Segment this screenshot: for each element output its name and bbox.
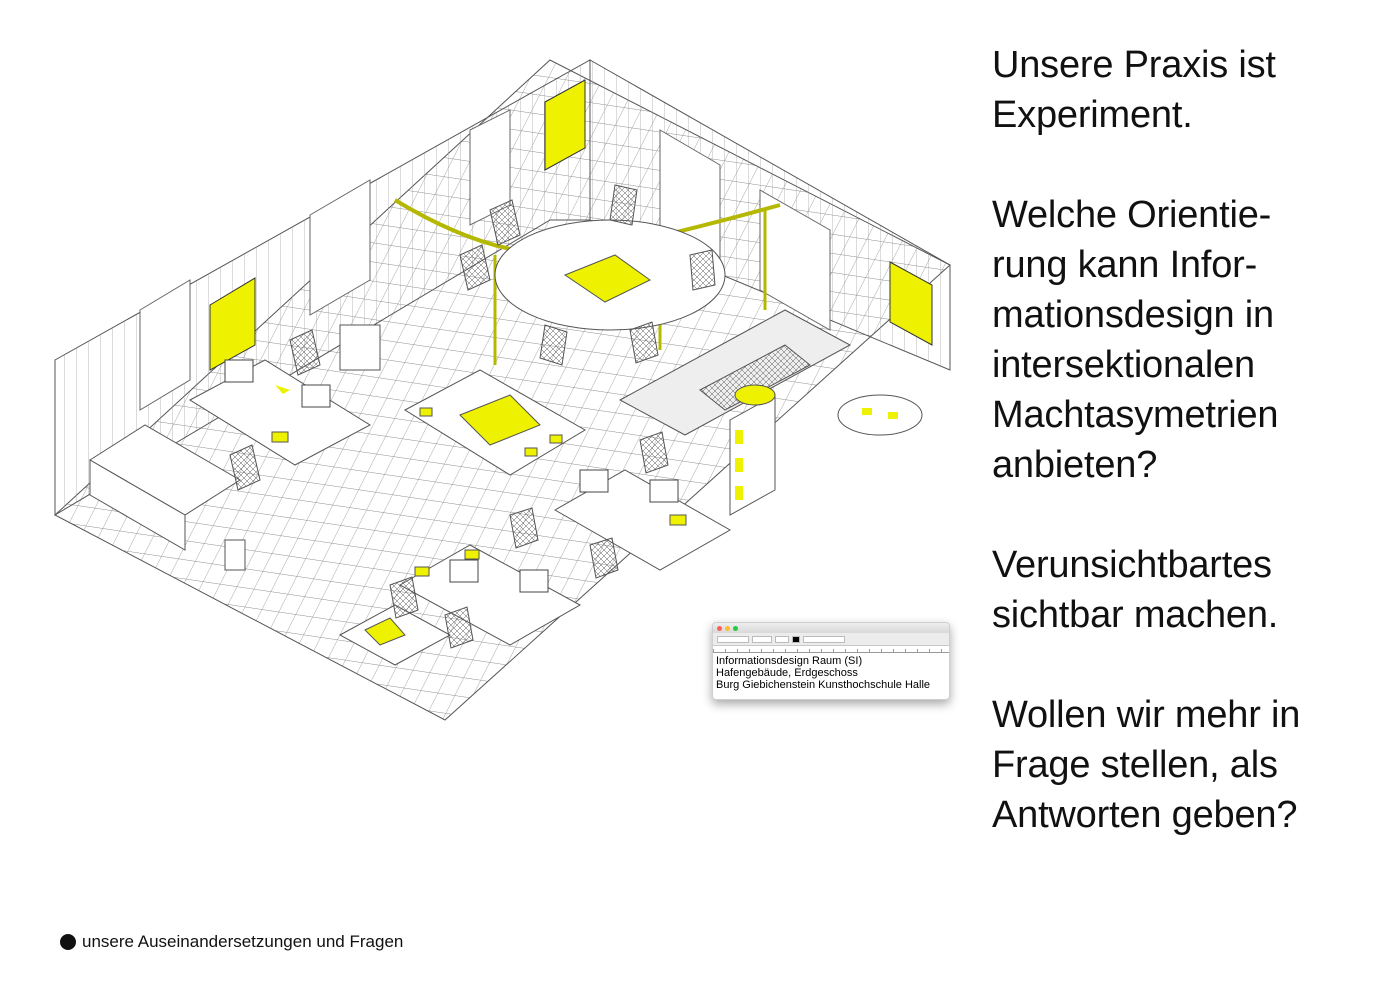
monitor (650, 480, 678, 502)
statement-4: Wollen wir mehr in Frage stellen, als Antworten geben? (992, 694, 1301, 836)
caption-ruler (713, 646, 949, 653)
monitor (302, 385, 330, 407)
color-swatch[interactable] (792, 636, 800, 643)
statement-column (992, 40, 1372, 890)
monitor (580, 470, 608, 492)
monitor (225, 360, 253, 382)
chair (540, 325, 567, 365)
style-select[interactable] (752, 636, 772, 643)
font-select[interactable] (717, 636, 749, 643)
monitor (450, 560, 478, 582)
close-icon[interactable] (717, 626, 722, 631)
footnote (60, 932, 403, 952)
round-side-table (838, 395, 922, 435)
caption-toolbar (713, 633, 949, 646)
bullet-icon (60, 934, 76, 950)
statement-2: Welche Orientie- rung kann Infor- mationsdesign in intersektionalen Machtasymetrien anbieten? (992, 194, 1279, 486)
cabinet (340, 325, 380, 370)
monitor (520, 570, 548, 592)
chair (690, 250, 715, 290)
bin (225, 540, 245, 570)
footnote-text: unsere Auseinandersetzungen und Fragen (82, 932, 404, 951)
caption-line-3: Burg Giebichenstein Kunsthochschule Halle (716, 679, 931, 691)
zoom-icon[interactable] (733, 626, 738, 631)
format-buttons[interactable] (803, 636, 845, 643)
caption-line-2: Hafengebäude, Erdgeschoss (716, 667, 858, 679)
size-select[interactable] (775, 636, 789, 643)
statement-3: Verunsichtbartes sichtbar machen. (992, 544, 1279, 636)
caption-text[interactable] (713, 653, 949, 693)
caption-window (712, 622, 950, 700)
caption-line-1: Informationsdesign Raum (SI) (716, 655, 863, 667)
chair (610, 185, 637, 225)
minimize-icon[interactable] (725, 626, 730, 631)
statement-1: Unsere Praxis ist Experiment. (992, 44, 1276, 136)
caption-titlebar (713, 623, 949, 633)
